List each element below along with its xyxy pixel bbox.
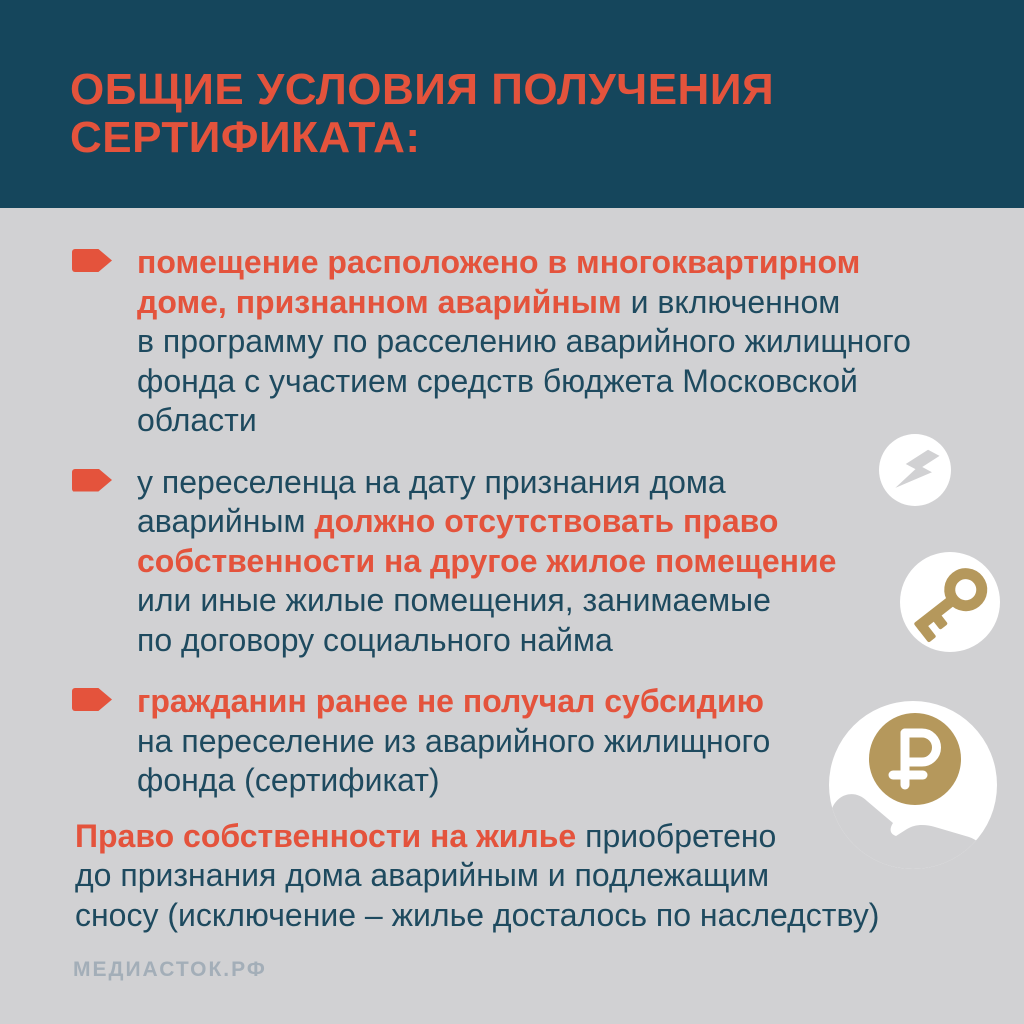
brand-watermark: МЕДИАСТОК.РФ — [73, 958, 267, 981]
accent-text: доме, признанном аварийным — [137, 283, 622, 320]
condition-item — [72, 463, 964, 661]
arrow-bullet-icon — [72, 469, 112, 492]
body-text: области — [137, 402, 257, 438]
arrow-bullet-icon — [72, 249, 112, 272]
body-text: или иные жилые помещения, занимаемые — [137, 582, 771, 618]
condition-item — [72, 243, 964, 441]
body-text: фонда с участием средств бюджета Московской — [137, 362, 858, 399]
content-area — [0, 208, 1024, 1024]
body-text: у переселенца на дату признания дома — [137, 463, 726, 500]
body-text: до признания дома аварийным и подлежащим — [75, 857, 770, 893]
header-band — [0, 0, 1024, 208]
page-title: ОБЩИЕ УСЛОВИЯ ПОЛУЧЕНИЯ СЕРТИФИКАТА: — [70, 65, 775, 162]
closing-paragraph — [75, 817, 915, 936]
ruble-in-hand-icon — [829, 701, 997, 869]
arrow-bullet-icon — [72, 688, 112, 711]
accent-text: гражданин ранее не получал субсидию — [137, 683, 764, 719]
key-icon — [900, 552, 1000, 652]
accent-text: должно отсутствовать право — [314, 503, 779, 539]
accent-text: собственности на другое жилое помещение — [137, 542, 837, 579]
lightning-bolt-icon — [879, 434, 951, 506]
body-text: аварийным — [137, 503, 315, 539]
condition-text — [137, 243, 911, 441]
body-text: по договору социального найма — [137, 621, 613, 658]
condition-text — [137, 682, 770, 801]
body-text: на переселение из аварийного жилищного — [137, 722, 771, 759]
body-text: сносу (исключение – жилье досталось по наследству) — [75, 896, 880, 933]
condition-text — [137, 463, 836, 661]
body-text: и включенном — [621, 283, 841, 320]
body-text: в программу по расселению аварийного жилищного — [137, 323, 911, 359]
accent-text: помещение расположено в многоквартирном — [137, 244, 861, 280]
body-text: приобретено — [576, 817, 777, 854]
body-text: фонда (сертификат) — [137, 762, 440, 798]
accent-text: Право собственности на жилье — [75, 817, 577, 854]
